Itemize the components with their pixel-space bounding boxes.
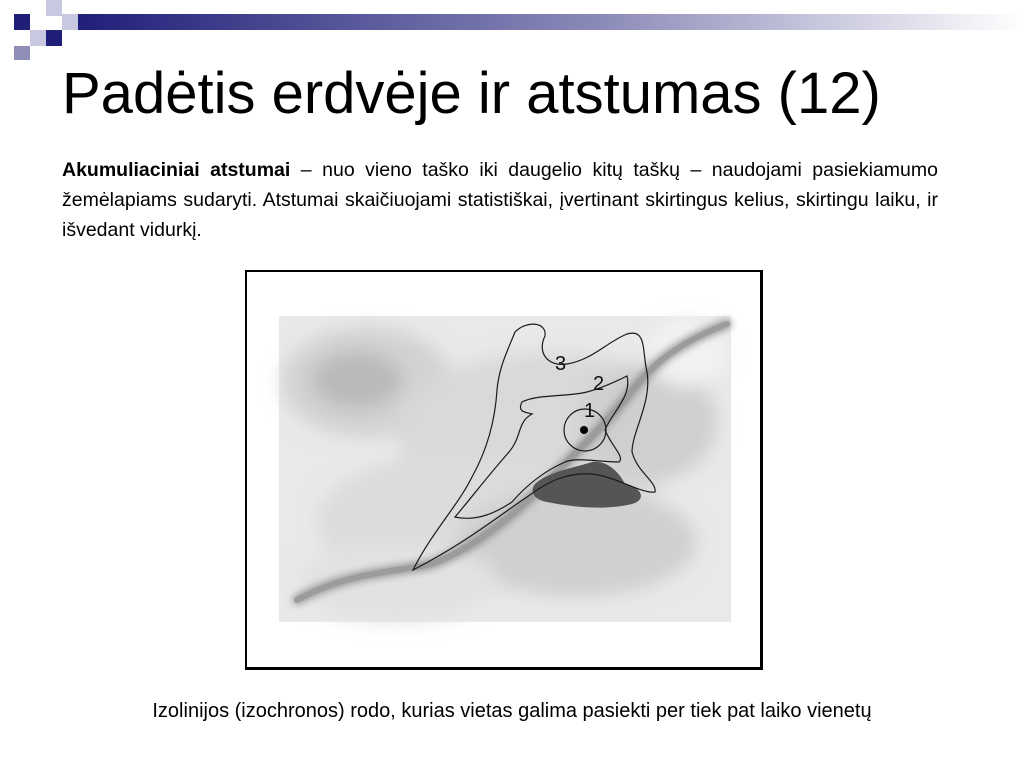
label-isochrone-3: 3 [555, 353, 567, 375]
isochrone-map [247, 272, 761, 668]
header-decoration [0, 0, 1024, 60]
bullet-term: Akumuliaciniai atstumai [62, 159, 291, 181]
bullet-paragraph [62, 155, 938, 245]
label-isochrone-1: 1 [584, 400, 596, 422]
deco-square [14, 46, 30, 60]
origin-point [580, 426, 588, 434]
deco-square [30, 30, 46, 46]
bullet-text: – nuo vieno taško iki daugelio kitų taškų – naudojami pasiekiamumo žemėlapiams sudaryti. Atstumai skaičiuojami statistiškai, įvertinant skirtingus kelius, skirtingu laiku, ir išvedant vidurkį. [62, 159, 938, 241]
deco-square [46, 0, 62, 16]
deco-square [46, 30, 62, 46]
figure-caption: Izolinijos (izochronos) rodo, kurias vietas galima pasiekti per tiek pat laiko vienetų [152, 700, 872, 722]
label-isochrone-2: 2 [593, 373, 605, 395]
deco-square [14, 14, 30, 30]
header-gradient-bar [78, 14, 1024, 30]
isochrone-map-figure [245, 270, 763, 670]
deco-square [62, 14, 78, 30]
page-title: Padėtis erdvėje ir atstumas (12) [62, 61, 881, 126]
